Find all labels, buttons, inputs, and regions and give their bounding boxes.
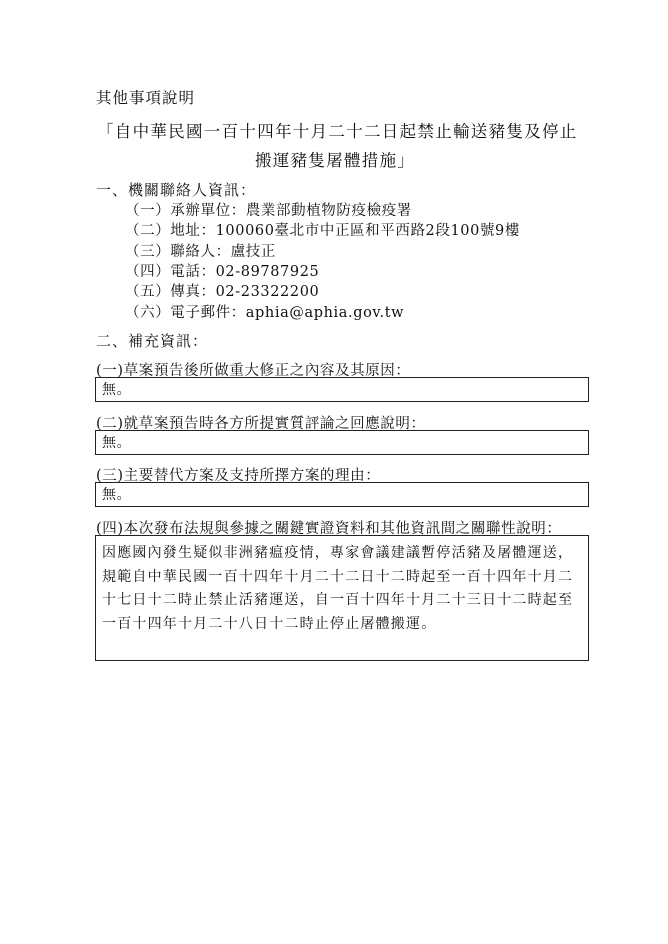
question-label-1: (一)草案預告後所做重大修正之內容及其原因： — [96, 363, 411, 379]
answer-box-3: 無。 — [95, 482, 589, 507]
contact-agency: （一）承辦單位：農業部動植物防疫檢疫署 — [125, 203, 412, 219]
document-title-line-1: 「自中華民國一百十四年十月二十二日起禁止輸送豬隻及停止 — [97, 122, 578, 141]
contact-email: （六）電子郵件：aphia@aphia.gov.tw — [125, 305, 405, 321]
question-label-2: (二)就草案預告時各方所提實質評論之回應說明： — [96, 416, 426, 432]
answer-box-2: 無。 — [95, 430, 589, 455]
question-label-3: (三)主要替代方案及支持所擇方案的理由： — [96, 468, 381, 484]
question-label-4: (四)本次發布法規與參據之關鍵實證資料和其他資訊間之關聯性說明： — [96, 521, 562, 537]
document-title-line-2: 搬運豬隻屠體措施」 — [255, 151, 416, 170]
document-heading: 其他事項說明 — [96, 89, 196, 107]
contact-fax: （五）傳真：02-23322200 — [125, 284, 320, 300]
contact-phone: （四）電話：02-89787925 — [125, 264, 320, 280]
section-contact-heading: 一、機關聯絡人資訊： — [96, 181, 257, 199]
answer-box-1: 無。 — [95, 377, 589, 402]
contact-address: （二）地址：100060臺北市中正區和平西路2段100號9樓 — [125, 223, 520, 239]
section-supplement-heading: 二、補充資訊： — [96, 332, 209, 350]
answer-box-4: 因應國內發生疑似非洲豬瘟疫情，專家會議建議暫停活豬及屠體運送，規範自中華民國一百十四年十月二十二日十二時起至一百十四年十月二十七日十二時止禁止活豬運送，自一百十四年十月二十三日十二時起至一百十四年十月二十八日十二時止停止屠體搬運。 — [95, 535, 589, 661]
contact-person: （三）聯絡人：盧技正 — [125, 244, 276, 260]
